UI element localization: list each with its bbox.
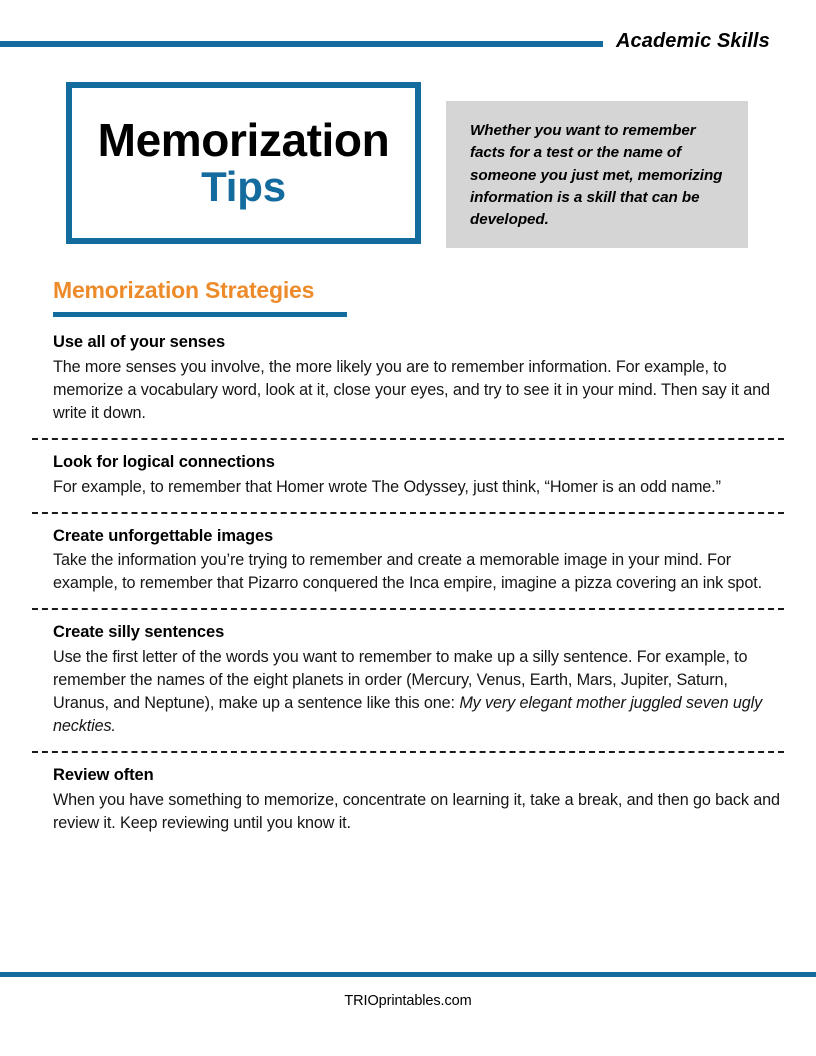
page-header — [0, 30, 816, 58]
tip-divider — [32, 512, 784, 514]
section-underline-rule — [53, 312, 347, 317]
section-header — [53, 278, 753, 317]
tip-heading: Look for logical connections — [53, 452, 275, 471]
tip-divider — [32, 438, 784, 440]
tip-heading: Create unforgettable images — [53, 526, 274, 545]
intro-callout-text: Whether you want to remember facts for a test or the name of someone you just met, memorizing information is a skill that can be developed. — [470, 122, 723, 229]
tip-body-mnemonic: My very elegant mother juggled seven ugly neckties. — [53, 694, 763, 736]
tips-list — [32, 333, 784, 835]
tip-body-text: Use the first letter of the words you want to remember to make up a silly sentence. For example, to remember the names of the eight planets in order (Mercury, Venus, Earth, Mars, Jupiter, Saturn, Uranus, and Neptune), make up a sentence like this one: — [53, 648, 748, 713]
list-item — [32, 766, 784, 835]
tip-body: For example, to remember that Homer wrote The Odyssey, just think, “Homer is an odd name.” — [53, 477, 721, 496]
tip-divider — [32, 608, 784, 610]
section-title: Memorization Strategies — [53, 277, 315, 303]
tip-body — [53, 646, 784, 738]
list-item — [32, 527, 784, 596]
page-title-sub: Tips — [201, 163, 286, 211]
footer-website: TRIOprintables.com — [344, 993, 472, 1009]
tip-body: When you have something to memorize, concentrate on learning it, take a break, and then go back and review it. Keep reviewing until you know it. — [53, 790, 780, 832]
tip-heading: Use all of your senses — [53, 333, 226, 351]
list-item — [32, 333, 784, 425]
header-rule — [0, 41, 603, 47]
tip-divider — [32, 751, 784, 753]
tip-body: Take the information you’re trying to remember and create a memorable image in your mind. For example, to remember that Pizarro conquered the Inca empire, imagine a pizza covering an ink spot. — [53, 551, 762, 593]
tip-heading: Create silly sentences — [53, 623, 225, 642]
title-box — [66, 82, 421, 244]
tip-body: The more senses you involve, the more likely you are to remember information. For example, to memorize a vocabulary word, look at it, close your eyes, and try to see it in your mind. Then say it and write it down. — [53, 357, 770, 422]
tip-heading: Review often — [53, 766, 154, 785]
page-title-main: Memorization — [97, 113, 390, 166]
intro-callout — [446, 101, 748, 248]
footer-rule — [0, 972, 816, 977]
header-category-label: Academic Skills — [616, 30, 770, 52]
list-item — [32, 453, 784, 499]
list-item — [32, 623, 784, 738]
